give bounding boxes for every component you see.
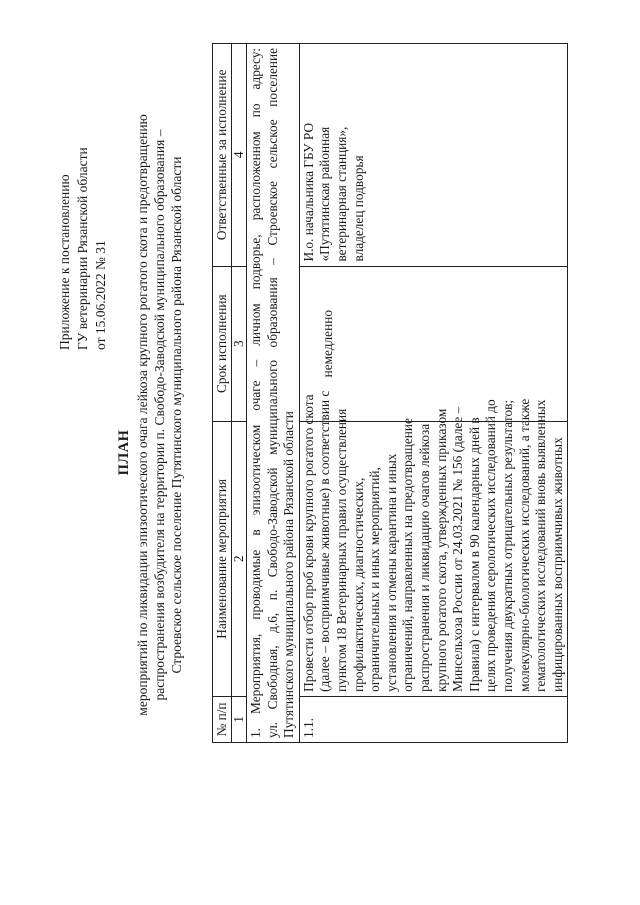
row-term: немедленно: [299, 266, 568, 421]
plan-subtitle-line: распространения возбудителя на территории п. Свободо-Заводской муниципального образования –: [152, 129, 167, 701]
row-name-line: профилактических, диагностических,: [350, 477, 366, 692]
appendix-line: от 15.06.2022 № 31: [93, 240, 108, 350]
column-number: 4: [232, 44, 247, 267]
column-number-row: [232, 44, 247, 743]
row-name-line: ограничений, направленных на предотвращение: [400, 418, 416, 692]
row-num: 1.1.: [299, 696, 568, 742]
row-resp-line: владелец подворья: [350, 155, 366, 262]
plan-subtitle-line: мероприятий по ликвидации эпизоотического очага лейкоза крупного рогатого скота и предотвращению: [135, 114, 150, 716]
plan-subtitle-line: Строевское сельское поселение Путятинского муниципального района Рязанской области: [169, 156, 184, 674]
row-name-line: целях проведения серологических исследований до: [483, 399, 499, 692]
column-number: 1: [232, 696, 247, 742]
row-resp-line: «Путятинская районная: [317, 126, 333, 262]
row-name-line: Минсельхоза России от 24.03.2021 № 156 (далее –: [450, 406, 466, 692]
row-name-line: получения двукратных отрицательных результатов;: [499, 399, 515, 692]
column-number: 2: [232, 421, 247, 696]
header-name: Наименование мероприятия: [213, 421, 232, 696]
appendix-line: Приложение к постановлению: [57, 174, 72, 350]
appendix-line: ГУ ветеринарии Рязанской области: [75, 147, 90, 350]
section-row: [247, 44, 300, 743]
row-name-line: Правила) с интервалом в 90 календарных дней в: [466, 417, 482, 692]
row-name: [299, 390, 568, 696]
row-name-line: молекулярно-биологических исследований, а также: [516, 398, 532, 692]
row-name-line: гематологических исследований вновь выявленных: [533, 399, 549, 692]
section-line: Путятинского муниципального района Рязанской области: [281, 411, 297, 738]
plan-subtitle: [134, 65, 185, 765]
row-responsible: [299, 44, 568, 267]
row-name-line: крупного рогатого скота, утвержденных приказом: [433, 408, 449, 692]
row-resp-line: ветеринарная станция»,: [333, 126, 349, 262]
header-num: № п/п: [213, 696, 232, 742]
row-name-line: установления и отмены карантина и иных: [383, 453, 399, 692]
header-term: Срок исполнения: [213, 266, 232, 421]
header-resp: Ответственные за исполнение: [213, 44, 232, 267]
section-line: ул. Свободная, д.6, п. Свободо-Заводской муниципального образования – Строевское сельское поселение: [264, 48, 280, 738]
row-name-line: ограничительных и иных мероприятий,: [367, 467, 383, 692]
table-header-row: [213, 44, 232, 743]
section-heading: [247, 44, 300, 743]
plan-table: [212, 43, 568, 743]
row-name-line: пунктом 18 Ветеринарных правил осуществления: [333, 408, 349, 692]
appendix-block: [56, 147, 110, 350]
plan-title: ПЛАН: [116, 429, 132, 476]
table-row: [299, 44, 568, 743]
column-number: 3: [232, 266, 247, 421]
row-name-line: распространения и ликвидацию очагов лейкоза: [416, 423, 432, 692]
row-name-line: (далее – восприимчивые животные) в соответствии с: [317, 390, 333, 692]
row-resp-line: И.о. начальника ГБУ РО: [300, 122, 316, 262]
row-name-line: инфицированных восприимчивых животных: [549, 437, 565, 692]
section-line: 1. Мероприятия, проводимые в эпизоотическом очаге – личном подворье, расположенном по адресу:: [248, 48, 263, 738]
row-name-line: Провести отбор проб крови крупного рогатого скота: [300, 394, 316, 692]
